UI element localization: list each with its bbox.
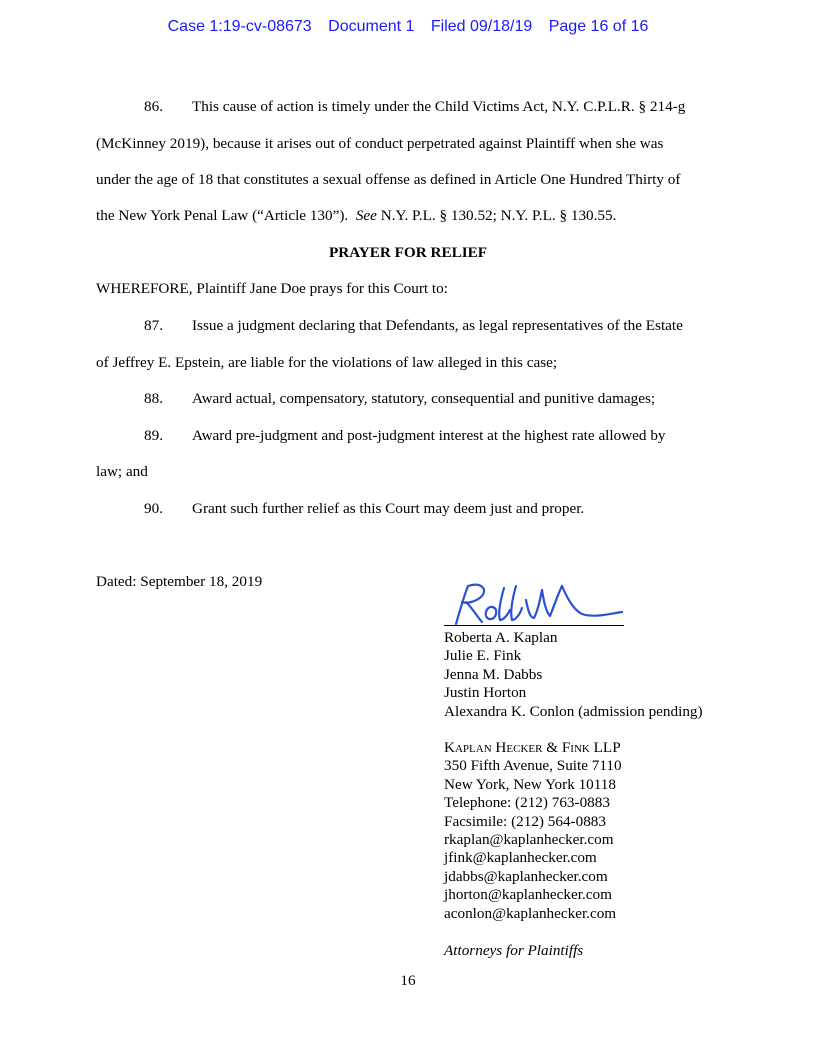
page-indicator: Page 16 of 16 [548,18,649,35]
see-signal: See [355,207,377,224]
attorney-name: Justin Horton [444,684,527,702]
attorneys-role: Attorneys for Plaintiffs [444,942,584,959]
firm-address-line: 350 Fifth Avenue, Suite 7110 [444,757,622,775]
paragraph-89-line-2: law; and [96,463,148,480]
attorney-email: rkaplan@kaplanhecker.com [444,831,614,849]
attorney-name: Julie E. Fink [444,647,522,665]
paragraph-86-line-1: This cause of action is timely under the Child Victims Act, N.Y. C.P.L.R. § 214-g [192,98,686,115]
paragraph-90-line-1: Grant such further relief as this Court may deem just and proper. [192,500,585,517]
paragraph-89-line-1: Award pre-judgment and post-judgment interest at the highest rate allowed by [192,427,666,444]
paragraph-88-number: 88. [144,390,163,407]
paragraph-87-line-2: of Jeffrey E. Epstein, are liable for the violations of law alleged in this case; [96,354,558,371]
paragraph-86-line-3: under the age of 18 that constitutes a sexual offense as defined in Article One Hundred Thirty of [96,171,681,188]
paragraph-87-number: 87. [144,317,163,334]
attorney-name: Roberta A. Kaplan [444,629,558,646]
firm-facsimile: Facsimile: (212) 564-0883 [444,812,606,830]
paragraph-90-number: 90. [144,500,163,517]
handwritten-signature [446,580,636,628]
filed-date: Filed 09/18/19 [430,18,533,35]
firm-block [444,739,622,923]
paragraph-89-number: 89. [144,427,163,444]
paragraph-86-line-4-text-a: the New York Penal Law (“Article 130”). [96,207,356,224]
firm-address-line: New York, New York 10118 [444,775,616,793]
paragraph-86-line-4 [96,207,616,225]
attorney-name: Alexandra K. Conlon (admission pending) [444,702,703,720]
attorney-email: jfink@kaplanhecker.com [444,849,597,867]
attorney-email: jhorton@kaplanhecker.com [444,886,612,904]
firm-telephone: Telephone: (212) 763-0883 [444,794,610,812]
paragraph-88-line-1: Award actual, compensatory, statutory, consequential and punitive damages; [192,390,656,407]
prayer-for-relief-heading: PRAYER FOR RELIEF [328,244,488,261]
paragraph-86-line-4-text-b: N.Y. P.L. § 130.52; N.Y. P.L. § 130.55. [376,207,617,224]
wherefore-clause: WHEREFORE, Plaintiff Jane Doe prays for this Court to: [96,280,448,297]
attorney-name: Jenna M. Dabbs [444,665,543,683]
page-number: 16 [400,972,416,989]
paragraph-87-line-1: Issue a judgment declaring that Defendants, as legal representatives of the Estate [192,317,683,334]
firm-name: Kaplan Hecker & Fink LLP [444,739,621,756]
document-number: Document 1 [328,18,415,35]
dated-line: Dated: September 18, 2019 [96,573,263,590]
signature-line [444,625,624,626]
paragraph-86-number: 86. [144,98,163,115]
paragraph-86-line-2: (McKinney 2019), because it arises out of conduct perpetrated against Plaintiff when she was [96,135,664,152]
case-number: Case 1:19-cv-08673 [167,18,312,35]
attorney-email: aconlon@kaplanhecker.com [444,904,617,922]
attorney-email: jdabbs@kaplanhecker.com [444,867,608,885]
ecf-header [0,18,816,36]
attorney-names [444,629,703,721]
